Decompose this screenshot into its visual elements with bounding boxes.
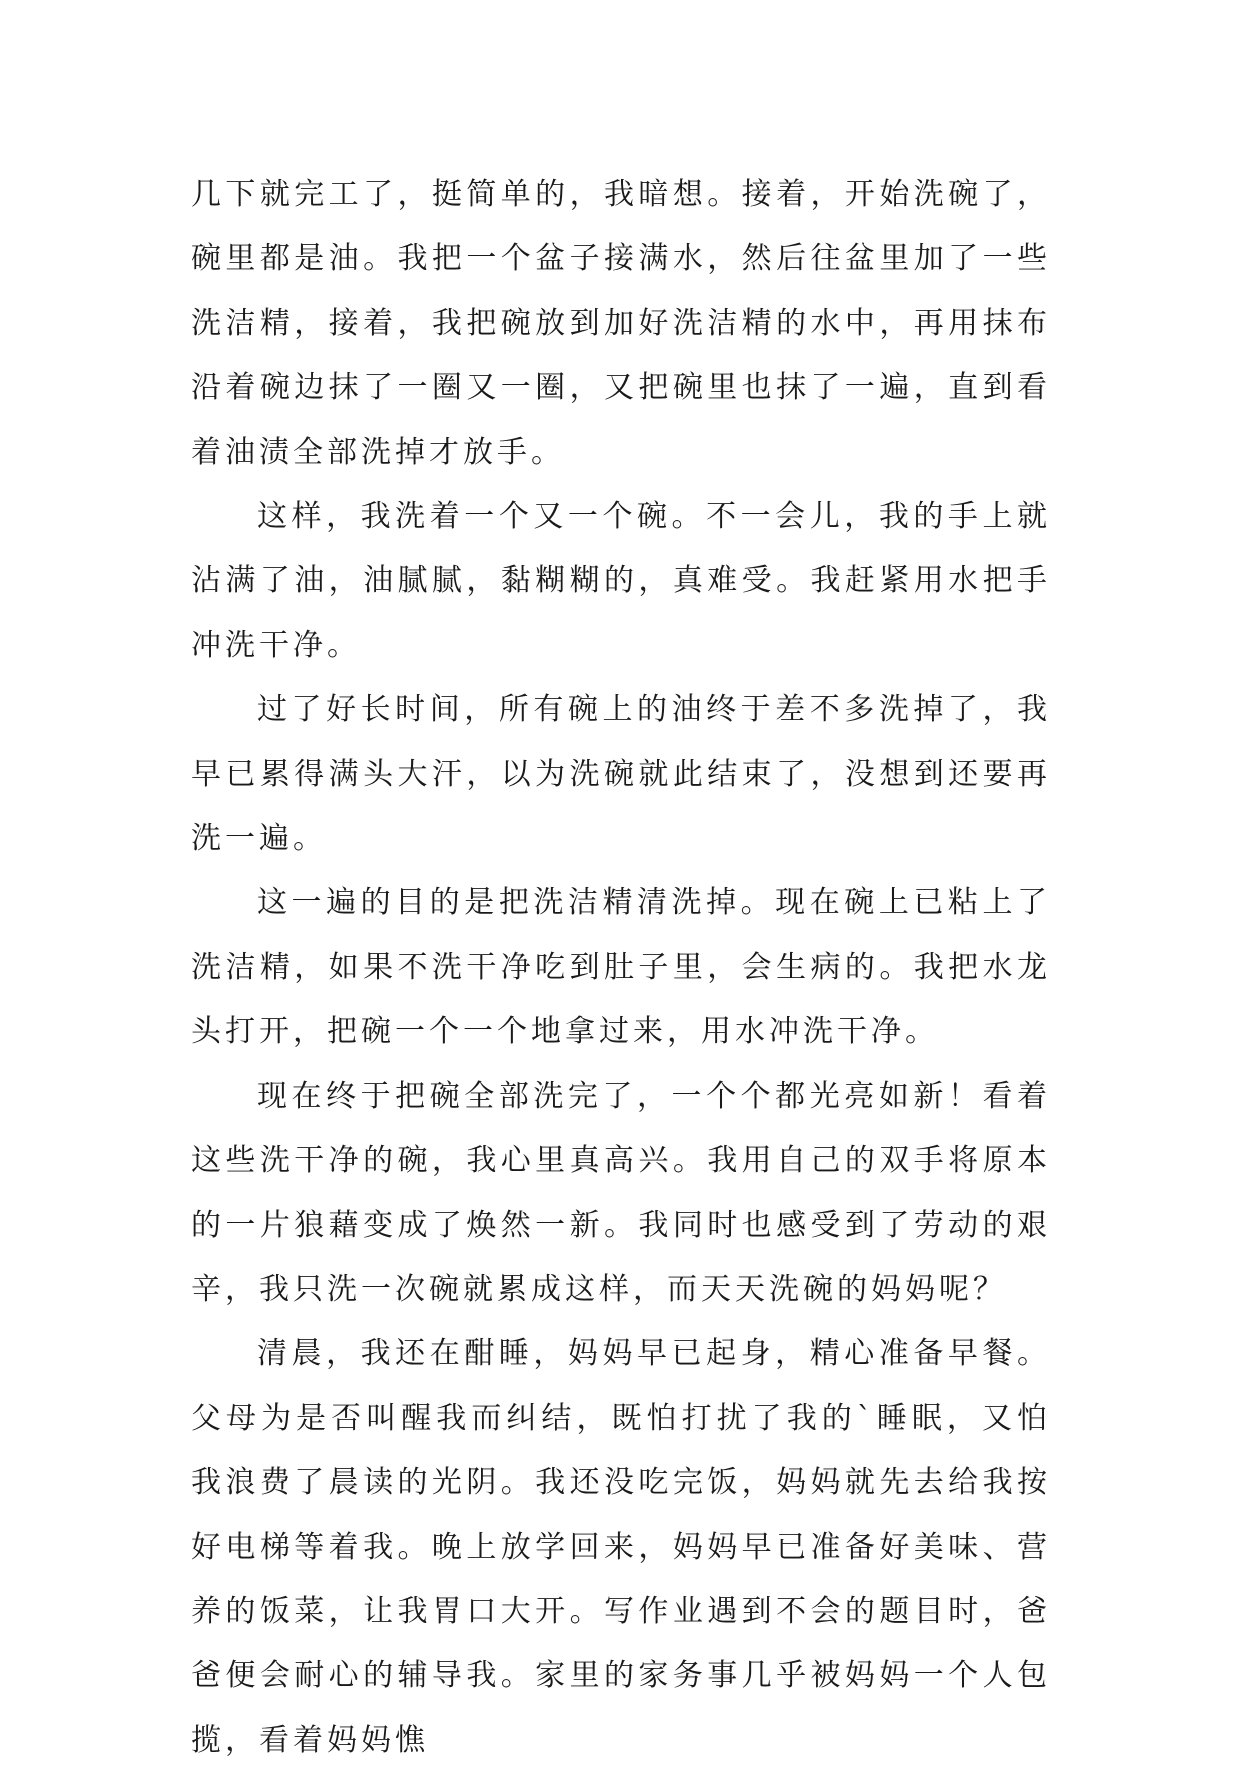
- paragraph-3: 过了好长时间，所有碗上的油终于差不多洗掉了，我早已累得满头大汗，以为洗碗就此结束了，没想到还要再洗一遍。: [191, 692, 1051, 857]
- paragraph-1: 几下就完工了，挺简单的，我暗想。接着，开始洗碗了，碗里都是油。我把一个盆子接满水，然后往盆里加了一些洗洁精，接着，我把碗放到加好洗洁精的水中，再用抹布沿着碗边抹了一圈又一圈，又把碗里也抹了一遍，直到看着油渍全部洗掉才放手。: [191, 177, 1051, 470]
- paragraph-6: 清晨，我还在酣睡，妈妈早已起身，精心准备早餐。父母为是否叫醒我而纠结，既怕打扰了我的`睡眠，又怕我浪费了晨读的光阴。我还没吃完饭，妈妈就先去给我按好电梯等着我。晚上放学回来，妈妈早已准备好美味、营养的饭菜，让我胃口大开。写作业遇到不会的题目时，爸爸便会耐心的辅导我。家里的家务事几乎被妈妈一个人包揽，看着妈妈憔: [191, 1336, 1051, 1758]
- paragraph-4: 这一遍的目的是把洗洁精清洗掉。现在碗上已粘上了洗洁精，如果不洗干净吃到肚子里，会生病的。我把水龙头打开，把碗一个一个地拿过来，用水冲洗干净。: [191, 885, 1051, 1050]
- document-body: [191, 163, 1051, 1773]
- paragraph-2: 这样，我洗着一个又一个碗。不一会儿，我的手上就沾满了油，油腻腻，黏糊糊的，真难受。我赶紧用水把手冲洗干净。: [191, 499, 1051, 663]
- paragraph-5: 现在终于把碗全部洗完了，一个个都光亮如新！看着这些洗干净的碗，我心里真高兴。我用自己的双手将原本的一片狼藉变成了焕然一新。我同时也感受到了劳动的艰辛，我只洗一次碗就累成这样，而天天洗碗的妈妈呢？: [191, 1078, 1051, 1307]
